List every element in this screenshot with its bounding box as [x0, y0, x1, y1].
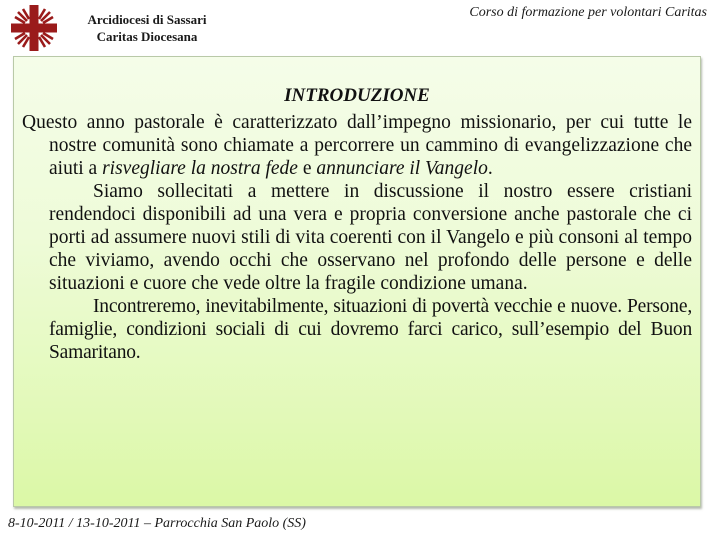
paragraph-1-text: Questo anno pastorale è caratterizzato dall’impegno missionario, per cui tutte le nostre comunità sono chiamate a percorrere un cammino di evangelizzazione che aiuti a	[22, 112, 692, 179]
paragraph-1	[22, 111, 692, 180]
section-title: INTRODUZIONE	[284, 85, 430, 106]
content-box	[13, 56, 701, 507]
course-title: Corso di formazione per volontari Caritas	[469, 5, 707, 20]
body-text	[22, 111, 692, 364]
paragraph-1-text-3: .	[487, 158, 493, 179]
paragraph-2: Siamo sollecitati a mettere in discussione il nostro essere cristiani rendendoci disponibili ad una vera e propria conversione anche pastorale che ci porti ad assumere nuovi stili di vita coerenti con il Vangelo e più consoni al tempo che viviamo, avendo occhi che osservano nel profondo delle persone e delle situazioni e cuore che vede oltre la fragile condizione umana.	[49, 181, 692, 294]
paragraph-1-italic-2: annunciare il Vangelo	[316, 158, 488, 179]
paragraph-3: Incontreremo, inevitabilmente, situazioni di povertà vecchie e nuove. Persone, famiglie, condizioni sociali di cui dovremo farci carico, sull’esempio del Buon Samaritano.	[49, 296, 692, 363]
organization-name	[68, 11, 226, 45]
org-line-1: Arcidiocesi di Sassari	[87, 12, 207, 27]
caritas-cross-icon	[10, 4, 58, 52]
footer-date-location: 8-10-2011 / 13-10-2011 – Parrocchia San Paolo (SS)	[8, 516, 306, 531]
paragraph-1-italic-1: risvegliare la nostra fede	[102, 158, 298, 179]
paragraph-1-text-2: e	[297, 158, 317, 179]
org-line-2: Caritas Diocesana	[96, 29, 198, 44]
